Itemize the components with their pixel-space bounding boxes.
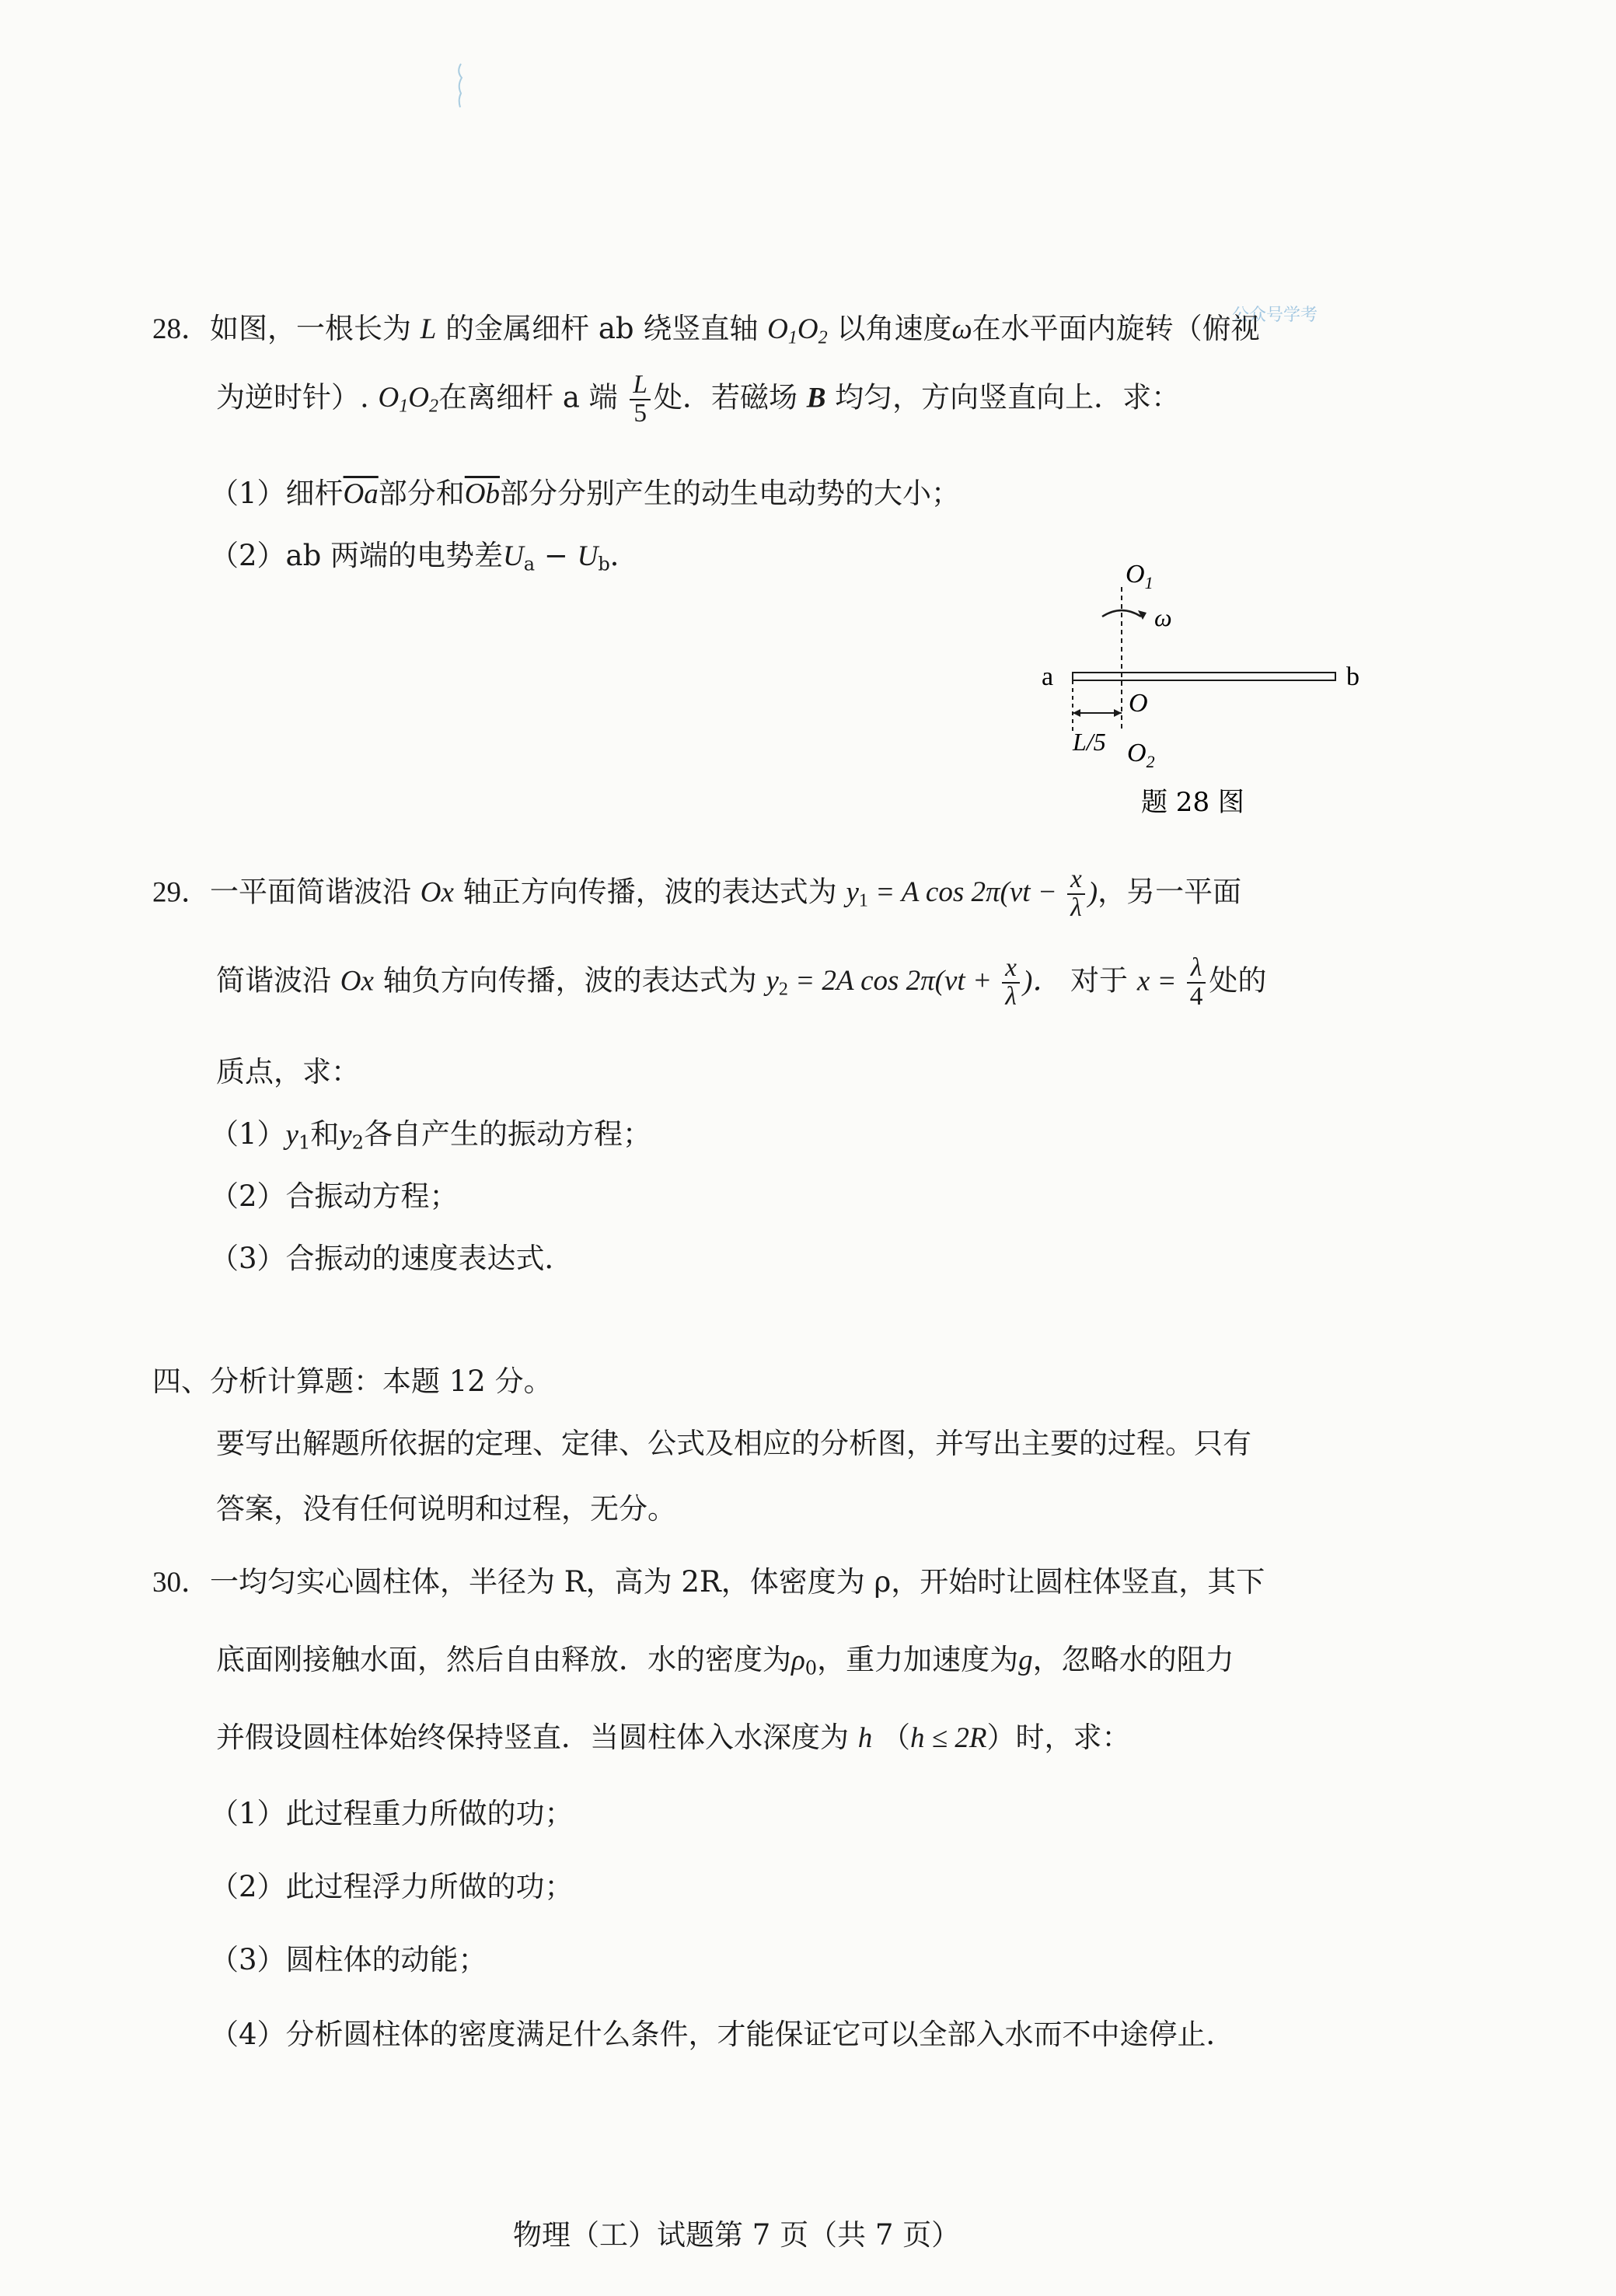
q28-line1: 28．如图，一根长为 L 的金属细杆 ab 绕竖直轴 $O_1O_2$ 以角速度ω在水平面内旋转（俯视 <box>152 312 1260 348</box>
label-O1: $O_1$ <box>1126 560 1154 592</box>
wave-equation-2: $y_2 = 2A$ cos 2π(νt + <box>766 965 1000 1001</box>
scan-mark <box>455 62 466 109</box>
q29-line3: 质点，求： <box>216 1055 360 1089</box>
label-a: a <box>1042 662 1054 691</box>
section4-line2: 答案，没有任何说明和过程，无分。 <box>216 1492 676 1525</box>
label-O2: $O_2$ <box>1127 739 1155 771</box>
q29-line2: 简谐波沿 Ox 轴负方向传播，波的表达式为 $y_2 = 2A$ cos 2π(νt + $\frac{x}{\lambda}$ )． 对于 x = $\frac{\lambda}{4}$ 处的 <box>216 953 1267 1011</box>
q30-number: 30． <box>152 1567 210 1599</box>
label-omega: ω <box>1154 603 1172 631</box>
stamp-watermark: 公众号学考 <box>1232 306 1318 325</box>
metal-rod <box>1073 673 1335 680</box>
q29-sub1: $(1)y_1$和$y_2$各自产生的振动方程； <box>210 1117 652 1154</box>
q30-sub4: （4）分析圆柱体的密度满足什么条件，才能保证它可以全部入水而不中途停止． <box>210 2018 1235 2051</box>
q28-sub1: （1）细杆$\overline{Oa}$部分和$\overline{Ob}$部分分别产生的动生电动势的大小； <box>210 477 961 510</box>
label-O: O <box>1129 689 1148 718</box>
q28-number: 28． <box>152 313 210 345</box>
q28-sub2: （2）ab 两端的电势差$U_a - U_b$． <box>210 539 639 575</box>
q28-line2: 为逆时针）. $O_1O_2$在离细杆 a 端 $\frac{L}{5}$ 处．若磁场 B 均匀，方向竖直向上．求： <box>216 370 1181 428</box>
q30-sub1: （1）此过程重力所做的功； <box>210 1797 574 1830</box>
q30-line2: 底面刚接触水面，然后自由释放．水的密度为$\rho_0$，重力加速度为g，忽略水的阻力 <box>216 1643 1234 1679</box>
q30-line1: 30．一均匀实心圆柱体，半径为 R，高为 2R，体密度为 ρ，开始时让圆柱体竖直，其下 <box>152 1565 1265 1599</box>
label-b: b <box>1346 662 1359 691</box>
q29-line1: 29．一平面简谐波沿 Ox 轴正方向传播，波的表达式为 $y_1 = A$ cos 2π(νt − $\frac{x}{\lambda}$ )，另一平面 <box>152 865 1242 922</box>
figure-caption: 题 28 图 <box>1141 787 1244 818</box>
q29-sub3: （3）合振动的速度表达式． <box>210 1242 574 1275</box>
q29-sub2: （2）合振动方程； <box>210 1179 459 1213</box>
figure-28 <box>1026 556 1368 820</box>
wave-equation-1: $y_1 = A$ cos 2π(νt − <box>846 876 1065 912</box>
section4-heading: 四、分析计算题：本题 12 分。 <box>152 1365 553 1398</box>
fraction-L-over-5: $\frac{L}{5}$ <box>630 372 651 428</box>
section4-line1: 要写出解题所依据的定理、定律、公式及相应的分析图，并写出主要的过程。只有 <box>216 1427 1251 1460</box>
q30-sub3: （3）圆柱体的动能； <box>210 1943 487 1976</box>
q30-line3: 并假设圆柱体始终保持竖直．当圆柱体入水深度为 h （h ≤ 2R）时，求： <box>216 1721 1131 1754</box>
q30-sub2: （2）此过程浮力所做的功； <box>210 1870 574 1903</box>
label-L5: L/5 <box>1073 728 1106 756</box>
page-footer: 物理（工）试题第 7 页（共 7 页） <box>513 2218 961 2252</box>
q29-number: 29． <box>152 876 210 909</box>
